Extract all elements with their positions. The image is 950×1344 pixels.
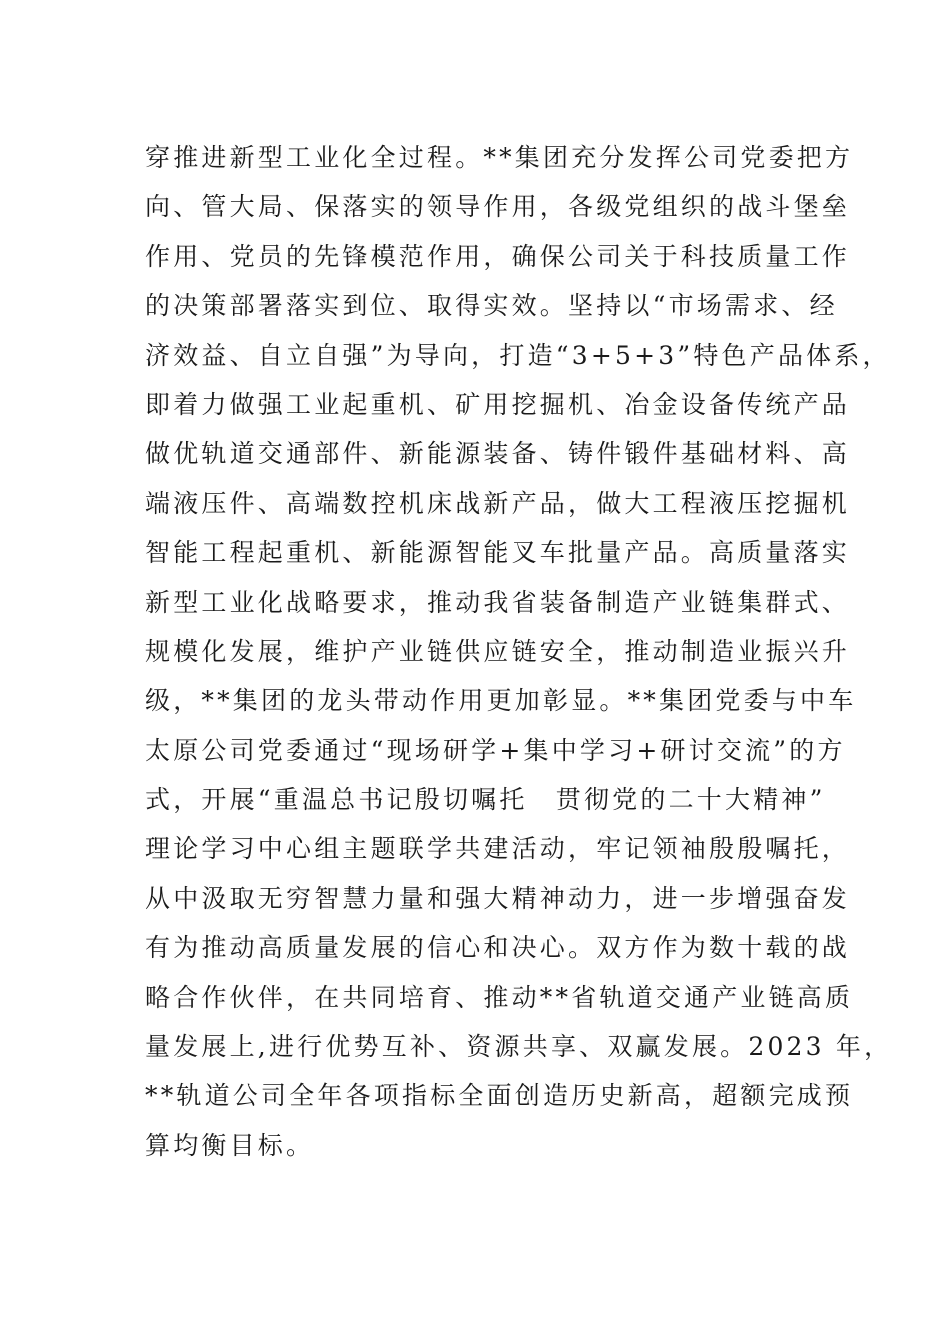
- text-line-10: 新型工业化战略要求，推动我省装备制造产业链集群式、: [145, 587, 851, 617]
- text-line-12: 级，**集团的龙头带动作用更加彰显。**集团党委与中车: [145, 686, 857, 716]
- text-line-17: 有为推动高质量发展的信心和决心。双方作为数十载的战: [145, 933, 851, 963]
- text-line-7: 做优轨道交通部件、新能源装备、铸件锻件基础材料、高: [145, 439, 851, 469]
- text-line-13: 太原公司党委通过“现场研学+集中学习+研讨交流”的方: [145, 735, 846, 765]
- text-line-16: 从中汲取无穷智慧力量和强大精神动力，进一步增强奋发: [145, 883, 851, 913]
- body-paragraph: [145, 133, 893, 1170]
- text-line-21: 算均衡目标。: [145, 1130, 315, 1160]
- text-line-11: 规模化发展，维护产业链供应链安全，推动制造业振兴升: [145, 636, 851, 666]
- text-line-2: 向、管大局、保落实的领导作用，各级党组织的战斗堡垒: [145, 192, 851, 222]
- text-line-6: 即着力做强工业起重机、矿用挖掘机、冶金设备传统产品: [145, 389, 851, 419]
- text-line-14: 式，开展“重温总书记殷切嘱托 贯彻党的二十大精神”: [145, 785, 826, 815]
- text-line-8: 端液压件、高端数控机床战新产品，做大工程液压挖掘机: [145, 488, 851, 518]
- text-line-18: 略合作伙伴，在共同培育、推动**省轨道交通产业链高质: [145, 982, 854, 1012]
- text-line-15: 理论学习中心组主题联学共建活动，牢记领袖殷殷嘱托，: [145, 834, 851, 864]
- text-line-9: 智能工程起重机、新能源智能叉车批量产品。高质量落实: [145, 538, 851, 568]
- text-line-19: 量发展上,进行优势互补、资源共享、双赢发展。2023 年，: [145, 1032, 893, 1062]
- text-line-1: 穿推进新型工业化全过程。**集团充分发挥公司党委把方: [145, 143, 854, 172]
- text-line-5: 济效益、自立自强”为导向，打造“3+5+3”特色产品体系，: [145, 340, 891, 370]
- text-line-4: 的决策部署落实到位、取得实效。坚持以“市场需求、经: [145, 291, 838, 321]
- text-line-3: 作用、党员的先锋模范作用，确保公司关于科技质量工作: [145, 241, 851, 271]
- text-line-20: **轨道公司全年各项指标全面创造历史新高，超额完成预: [145, 1081, 854, 1111]
